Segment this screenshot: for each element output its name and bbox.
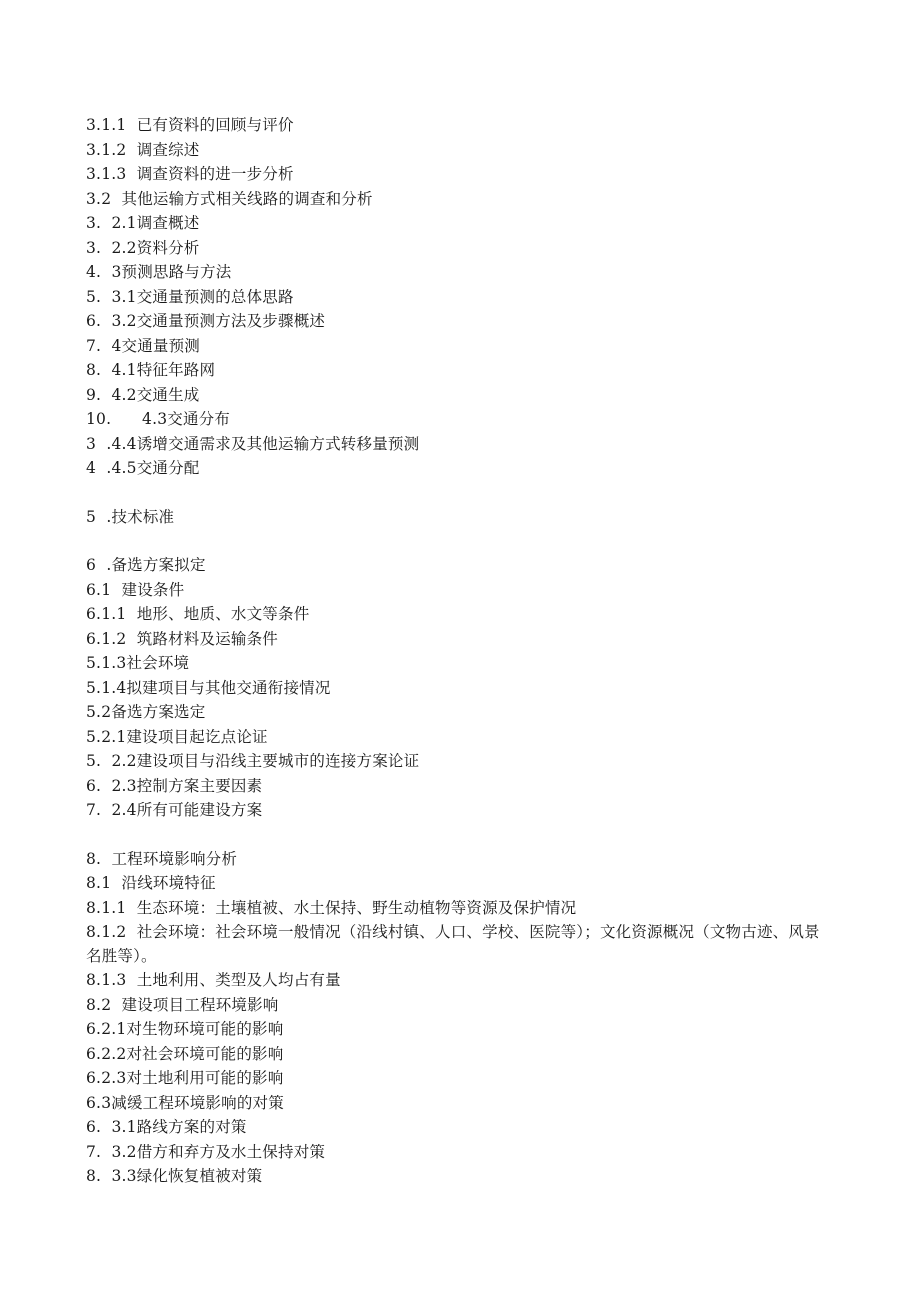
toc-heading-environment: 8. 工程环境影响分析: [86, 849, 238, 868]
toc-line: 7. 2.4所有可能建设方案: [86, 801, 263, 819]
toc-line: 6. 3.1路线方案的对策: [86, 1118, 247, 1136]
toc-line: 6.1.2 筑路材料及运输条件: [86, 629, 278, 648]
toc-line: 6.1 建设条件: [86, 580, 185, 599]
toc-line: 5.1.4拟建项目与其他交通衔接情况: [86, 678, 331, 697]
toc-line: 5. 3.1交通量预测的总体思路: [86, 287, 294, 306]
toc-line: 9. 4.2交通生成: [86, 385, 200, 404]
toc-line: 3.1.3 调查资料的进一步分析: [86, 165, 294, 183]
toc-line: 8.1.1 生态环境：土壤植被、水土保持、野生动植物等资源及保护情况: [86, 898, 577, 917]
toc-line: 7. 3.2借方和弃方及水土保持对策: [86, 1142, 326, 1161]
toc-line: 5.2.1建设项目起讫点论证: [86, 727, 268, 746]
toc-heading-alternatives: 6 .备选方案拟定: [86, 556, 206, 574]
toc-line: 3.1.2 调查综述: [86, 140, 200, 159]
toc-line: 6.2.1对生物环境可能的影响: [86, 1020, 284, 1038]
toc-line: 8.2 建设项目工程环境影响: [86, 995, 279, 1014]
toc-line: 3.2 其他运输方式相关线路的调查和分析: [86, 189, 373, 208]
toc-line: 6. 3.2交通量预测方法及步骤概述: [86, 312, 326, 330]
toc-line: 6. 2.3控制方案主要因素: [86, 776, 263, 795]
toc-line-wrapped: 8.1.2 社会环境：社会环境一般情况（沿线村镇、人口、学校、医院等）；文化资源概况（文物古迹、风景名胜等）。: [86, 923, 820, 965]
toc-heading-technical-standards: 5 .技术标准: [86, 507, 175, 526]
toc-line: 3.1.1 已有资料的回顾与评价: [86, 116, 294, 134]
toc-line: 6.3减缓工程环境影响的对策: [86, 1093, 284, 1112]
toc-line: 8.1 沿线环境特征: [86, 874, 216, 892]
toc-line: 8.1.3 土地利用、类型及人均占有量: [86, 971, 341, 989]
toc-line: 8. 4.1特征年路网: [86, 361, 216, 379]
toc-line: 8. 3.3绿化恢复植被对策: [86, 1167, 263, 1185]
toc-line: 5.2备选方案选定: [86, 703, 206, 721]
toc-line: 5. 2.2建设项目与沿线主要城市的连接方案论证: [86, 752, 420, 770]
toc-line: 3 .4.4诱增交通需求及其他运输方式转移量预测: [86, 434, 420, 453]
toc-line: 6.2.3对土地利用可能的影响: [86, 1069, 284, 1087]
toc-line: 7. 4交通量预测: [86, 336, 201, 355]
toc-line: 3. 2.2资料分析: [86, 238, 200, 257]
toc-line: 5.1.3社会环境: [86, 654, 190, 672]
toc-line: 4 .4.5交通分配: [86, 459, 200, 477]
document-page: [86, 113, 846, 1189]
toc-line: 6.1.1 地形、地质、水文等条件: [86, 605, 310, 623]
toc-line: 4. 3预测思路与方法: [86, 263, 232, 281]
toc-line: 10. 4.3交通分布: [86, 410, 231, 428]
toc-line: 3. 2.1调查概述: [86, 214, 200, 232]
toc-line: 6.2.2对社会环境可能的影响: [86, 1044, 284, 1063]
